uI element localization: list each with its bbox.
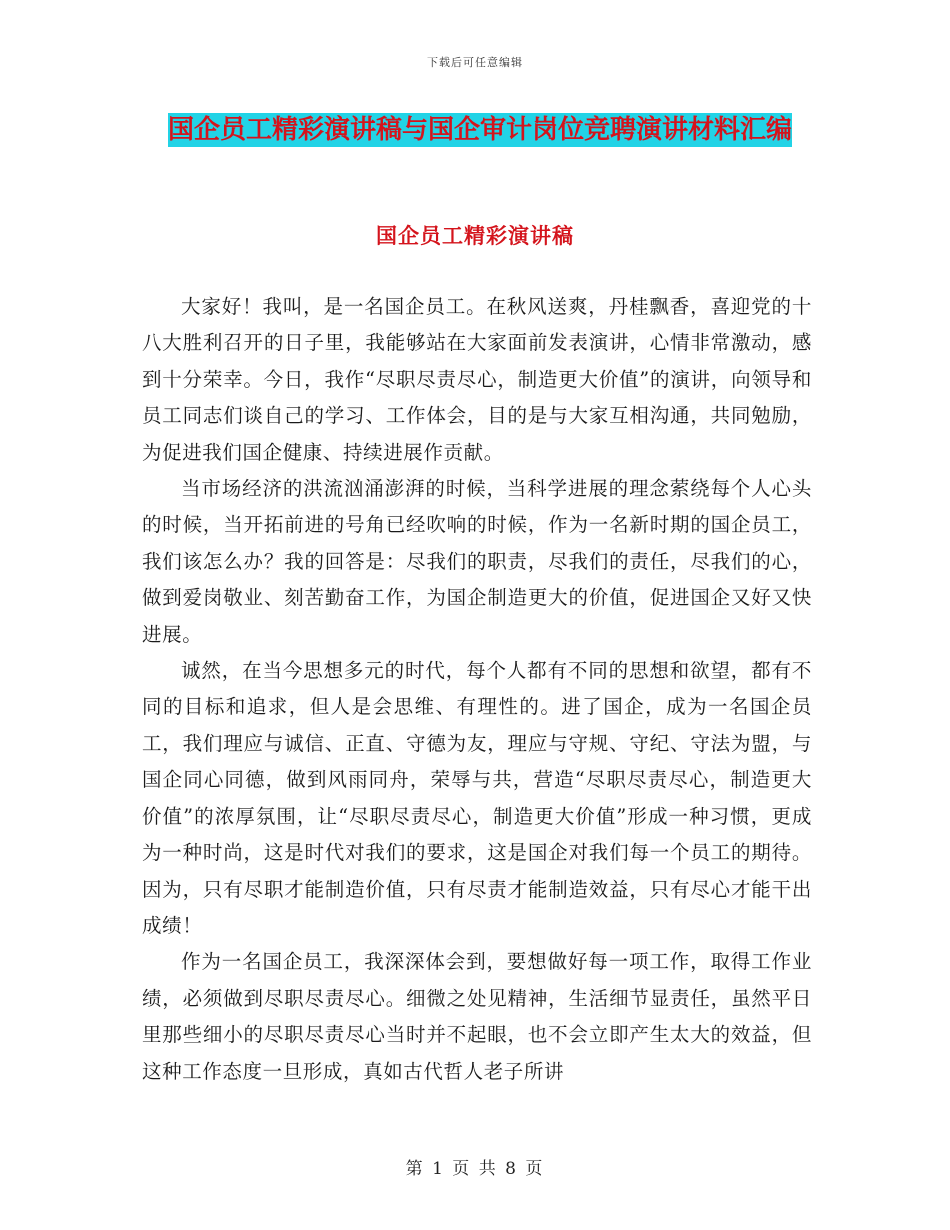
document-title: [150, 108, 810, 152]
document-title-text: 国企员工精彩演讲稿与国企审计岗位竞聘演讲材料汇编: [167, 115, 792, 145]
paragraph: 当市场经济的洪流汹涌澎湃的时候，当科学进展的理念萦绕每个人心头的时候，当开拓前进的号角已经吹响的时候，作为一名新时期的国企员工，我们该怎么办？我的回答是：尽我们的职责，尽我们的责任，尽我们的心，做到爱岗敬业、刻苦勤奋工作，为国企制造更大的价值，促进国企又好又快进展。: [142, 477, 812, 646]
section-title: 国企员工精彩演讲稿: [376, 224, 574, 248]
paragraph: 大家好！我叫，是一名国企员工。在秋风送爽，丹桂飘香，喜迎党的十八大胜利召开的日子里，我能够站在大家面前发表演讲，心情非常激动，感到十分荣幸。今日，我作“尽职尽责尽心，制造更大价值”的演讲，向领导和员工同志们谈自己的学习、工作体会，目的是与大家互相沟通，共同勉励，为促进我们国企健康、持续进展作贡献。: [142, 295, 812, 464]
page-number: 第 1 页 共 8 页: [405, 1159, 545, 1179]
document-body: [142, 289, 812, 1090]
paragraph: 作为一名国企员工，我深深体会到，要想做好每一项工作，取得工作业绩，必须做到尽职尽责尽心。细微之处见精神，生活细节显责任，虽然平日里那些细小的尽职尽责尽心当时并不起眼，也不会立即产生太大的效益，但这种工作态度一旦形成，真如古代哲人老子所讲: [142, 950, 812, 1083]
paragraph: 诚然，在当今思想多元的时代，每个人都有不同的思想和欲望，都有不同的目标和追求，但人是会思维、有理性的。进了国企，成为一名国企员工，我们理应与诚信、正直、守德为友，理应与守规、守纪、守法为盟，与国企同心同德，做到风雨同舟，荣辱与共，营造“尽职尽责尽心，制造更大价值”的浓厚氛围，让“尽职尽责尽心，制造更大价值”形成一种习惯，更成为一种时尚，这是时代对我们的要求，这是国企对我们每一个员工的期待。因为，只有尽职才能制造价值，只有尽责才能制造效益，只有尽心才能干出成绩！: [142, 659, 812, 937]
header-note: 下载后可任意编辑: [427, 56, 523, 69]
